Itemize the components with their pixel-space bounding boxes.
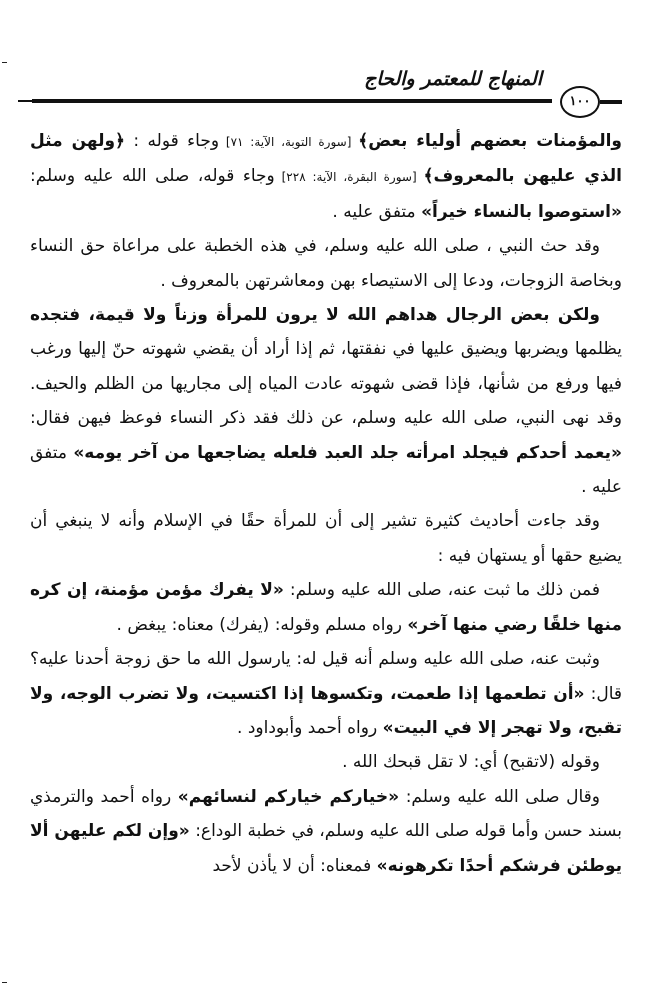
page-number: ١٠٠	[560, 86, 600, 118]
quran-reference: [سورة التوبة، الآية: ٧١]	[219, 135, 359, 149]
quoted-text: «لا يفرك مؤمن مؤمنة، إن كره منها خلقًا رضي منها آخر»	[30, 580, 622, 635]
text-run: يظلمها ويضربها ويضيق عليها في نفقتها، ثم إذا أراد أن يقضي شهوته حنّ إليها ورغب فيها ورفع من شأنها، فإذا قضى شهوته عادت المياه إلى مجاريها من الظلم والحيف. وقد نهى النبي، صلى الله عليه وسلم، عن ذلك فقد ذكر النساء فوعظ فيهن فقال:	[30, 339, 622, 429]
quoted-text: «يعمد أحدكم فيجلد امرأته جلد العبد فلعله يضاجعها من آخر يومه»	[73, 442, 622, 463]
text-run: وجاء قوله، صلى الله عليه وسلم:	[30, 166, 275, 187]
text-run: فمن ذلك ما ثبت عنه، صلى الله عليه وسلم:	[283, 580, 600, 601]
running-header	[18, 64, 622, 110]
quoted-text: ولكن بعض الرجال هداهم الله لا يرون للمرأة وزناً ولا قيمة، فتجده	[30, 305, 600, 326]
quoted-text: «وإن لكم عليهن ألا يوطئن فرشكم أحدًا تكرهونه»	[30, 821, 622, 876]
text-run: وقال صلى الله عليه وسلم:	[399, 786, 600, 807]
quoted-text: «استوصوا بالنساء خيراً»	[421, 201, 622, 222]
text-run: رواه مسلم وقوله: (يفرك) معناه: يبغض .	[116, 614, 408, 635]
text-run: رواه أحمد والترمذي بسند حسن وأما قوله صلى الله عليه وسلم، في خطبة الوداع:	[30, 786, 622, 842]
header-rule-end	[18, 100, 32, 102]
paragraph	[30, 124, 622, 229]
text-run: متفق عليه .	[332, 201, 422, 222]
quoted-text: «خياركم خياركم لنسائهم»	[177, 786, 400, 807]
quoted-text: ﴿ولهن مثل الذي عليهن بالمعروف﴾	[30, 131, 622, 187]
text-run: وقوله (لاتقبح) أي: لا تقل قبحك الله .	[342, 752, 600, 773]
text-run: وثبت عنه، صلى الله عليه وسلم أنه قيل له: يارسول الله ما حق زوجة أحدنا عليه؟ قال:	[30, 649, 623, 704]
page-number-tail	[600, 100, 622, 104]
paragraph	[30, 745, 622, 779]
page-body	[30, 124, 622, 883]
margin-mark-top	[2, 62, 7, 63]
paragraph	[30, 642, 622, 745]
text-run: متفق عليه .	[30, 442, 622, 498]
text-run: وجاء قوله :	[125, 131, 220, 151]
text-run: وقد حث النبي ، صلى الله عليه وسلم، في هذه الخطبة على مراعاة حق النساء وبخاصة الزوجات، ودعا إلى الاستيصاء بهن ومعاشرتهن بالمعروف .	[30, 236, 622, 291]
text-run: فمعناه: أن لا يأذن لأحد	[212, 855, 377, 876]
quran-reference: [سورة البقرة، الآية: ٢٢٨]	[274, 170, 424, 185]
text-run: وقد جاءت أحاديث كثيرة تشير إلى أن للمرأة حقًا في الإسلام وأنه لا ينبغي أن يضيع حقها أو يستهان فيه :	[30, 511, 622, 566]
paragraph	[30, 780, 622, 883]
paragraph	[30, 573, 622, 642]
header-rule	[32, 99, 552, 103]
text-run: رواه أحمد وأبوداود .	[237, 717, 383, 738]
book-title: المنهاج للمعتمر والحاج	[364, 68, 542, 90]
paragraph	[30, 504, 622, 573]
quoted-text: والمؤمنات بعضهم أولياء بعض﴾	[358, 131, 622, 151]
paragraph	[30, 298, 622, 504]
margin-mark-bottom	[2, 982, 7, 983]
paragraph	[30, 229, 622, 298]
quoted-text: «أن تطعمها إذا طعمت، وتكسوها إذا اكتسيت، ولا تضرب الوجه، ولا تقبح، ولا تهجر إلا في البيت»	[30, 683, 622, 738]
